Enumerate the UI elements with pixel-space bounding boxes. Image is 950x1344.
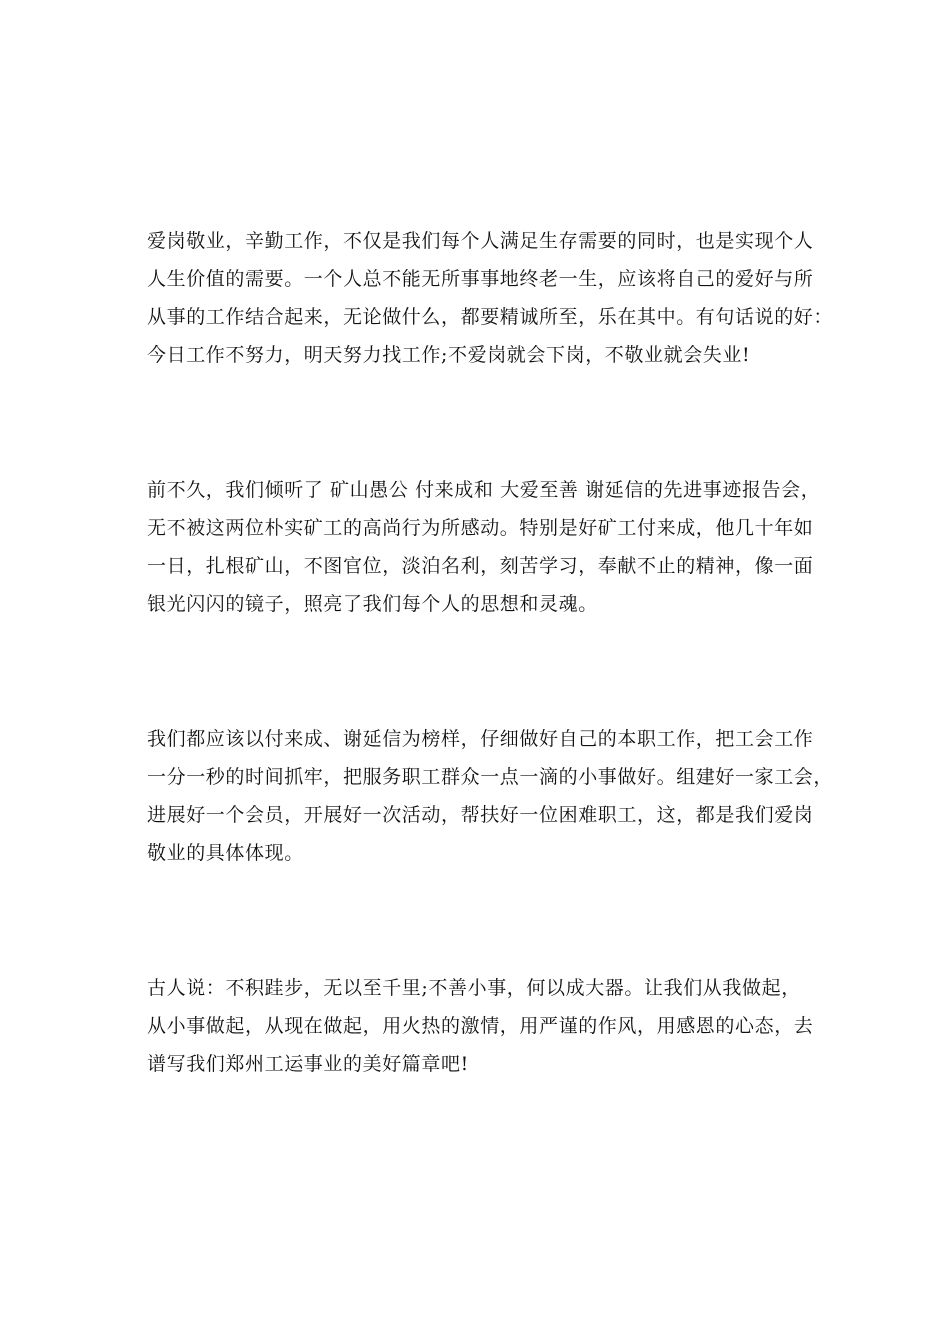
text-line: 爱岗敬业，辛勤工作，不仅是我们每个人满足生存需要的同时，也是实现个人: [147, 230, 814, 252]
text-line: 无不被这两位朴实矿工的高尚行为所感动。特别是好矿工付来成，他几十年如: [147, 517, 814, 539]
paragraph-role-models: [147, 471, 821, 623]
text-line: 我们都应该以付来成、谢延信为榜样，仔细做好自己的本职工作，把工会工作: [147, 728, 814, 750]
text-line: 银光闪闪的镜子，照亮了我们每个人的思想和灵魂。: [147, 593, 598, 615]
text-line: 前不久，我们倾听了 矿山愚公 付来成和 大爱至善 谢延信的先进事迹报告会，: [147, 479, 821, 501]
text-line: 古人说：不积跬步，无以至千里;不善小事，何以成大器。让我们从我做起，: [147, 977, 801, 999]
paragraph-union-work: [147, 720, 834, 872]
text-line: 一日，扎根矿山，不图官位，淡泊名利，刻苦学习，奉献不止的精神，像一面: [147, 555, 814, 577]
text-line: 谱写我们郑州工运事业的美好篇章吧!: [147, 1053, 469, 1075]
paragraph-dedication: [147, 222, 834, 374]
text-line: 进展好一个会员，开展好一次活动，帮扶好一位困难职工，这，都是我们爱岗: [147, 804, 814, 826]
paragraph-conclusion: [147, 969, 817, 1083]
text-line: 人生价值的需要。一个人总不能无所事事地终老一生，应该将自己的爱好与所: [147, 268, 814, 290]
text-line: 从事的工作结合起来，无论做什么，都要精诚所至，乐在其中。有句话说的好：: [147, 306, 834, 328]
text-line: 今日工作不努力，明天努力找工作;不爱岗就会下岗，不敬业就会失业!: [147, 344, 751, 366]
text-line: 一分一秒的时间抓牢，把服务职工群众一点一滴的小事做好。组建好一家工会，: [147, 766, 834, 788]
text-line: 从小事做起，从现在做起，用火热的激情，用严谨的作风，用感恩的心态，去: [147, 1015, 814, 1037]
text-line: 敬业的具体体现。: [147, 842, 304, 864]
